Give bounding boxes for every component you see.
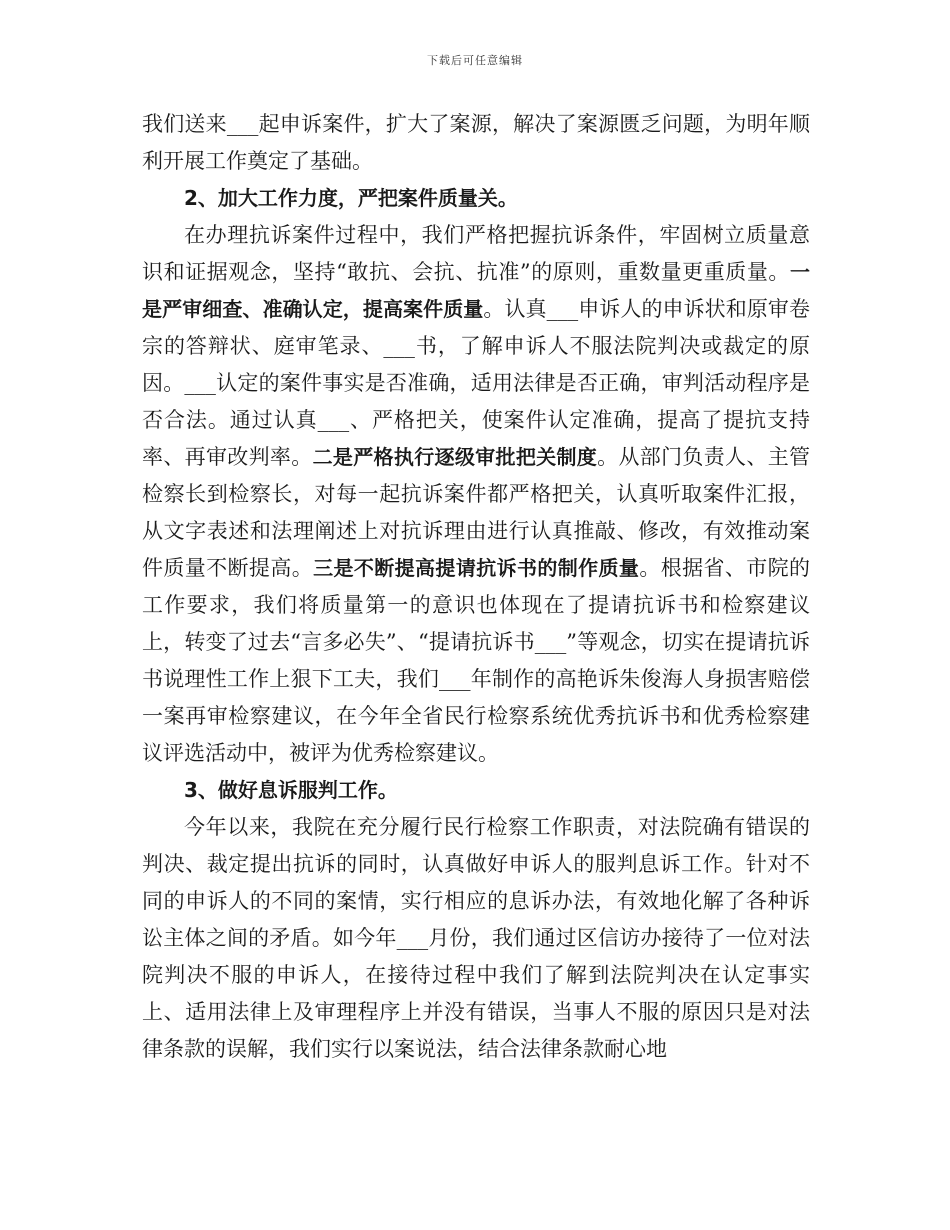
document-body	[142, 106, 810, 1068]
paragraph-quality-control	[142, 217, 810, 772]
emphasis-approval-system: 二是严格执行逐级审批把关制度	[312, 445, 598, 469]
emphasis-document-quality: 三是不断提高提请抗诉书的制作质量	[313, 556, 640, 580]
text-run: 。认真___申诉人的申诉状和原审卷宗的答辩状、庭审笔录、___书，了解申诉人不服法院判决或裁定的原因。___认定的案件事实是否准确，适用法律是否正确，审判活动程序是否合法。通过认真___、严格把关，使案件认定准确，提高了提抗支持率、再审改判率。	[142, 297, 811, 469]
text-run: 。根据省、市院的工作要求，我们将质量第一的意识也体现在了提请抗诉书和检察建议上，转变了过去“言多必失”、“提请抗诉书___”等观念，切实在提请抗诉书说理性工作上狠下工夫，我们___年制作的高艳诉朱俊海人身损害赔偿一案再审检察建议，在今年全省民行检察系统优秀抗诉书和优秀检察建议评选活动中，被评为优秀检察建议。	[142, 556, 811, 765]
section-heading-mediation: 3、做好息诉服判工作。	[184, 778, 398, 802]
emphasis-strict-review: 一是严审细查、准确认定，提高案件质量	[142, 260, 810, 321]
text-run: 在办理抗诉案件过程中，我们严格把握抗诉条件，牢固树立质量意识和证据观念，坚持“敢抗、会抗、抗准”的原则，重数量更重质量。	[142, 223, 810, 284]
paragraph-case-source: 我们送来___起申诉案件，扩大了案源，解决了案源匮乏问题，为明年顺利开展工作奠定了基础。	[142, 112, 810, 173]
section-heading-quality: 2、加大工作力度，严把案件质量关。	[184, 186, 518, 210]
page-header: 下载后可任意编辑	[427, 54, 523, 67]
paragraph-mediation: 今年以来，我院在充分履行民行检察工作职责，对法院确有错误的判决、裁定提出抗诉的同时，认真做好申诉人的服判息诉工作。针对不同的申诉人的不同的案情，实行相应的息诉办法，有效地化解了各种诉讼主体之间的矛盾。如今年___月份，我们通过区信访办接待了一位对法院判决不服的申诉人，在接待过程中我们了解到法院判决在认定事实上、适用法律上及审理程序上并没有错误，当事人不服的原因只是对法律条款的误解，我们实行以案说法，结合法律条款耐心地	[142, 815, 810, 1061]
text-run: 。从部门负责人、主管检察长到检察长，对每一起抗诉案件都严格把关，认真听取案件汇报，从文字表述和法理阐述上对抗诉理由进行认真推敲、修改，有效推动案件质量不断提高。	[142, 445, 811, 580]
